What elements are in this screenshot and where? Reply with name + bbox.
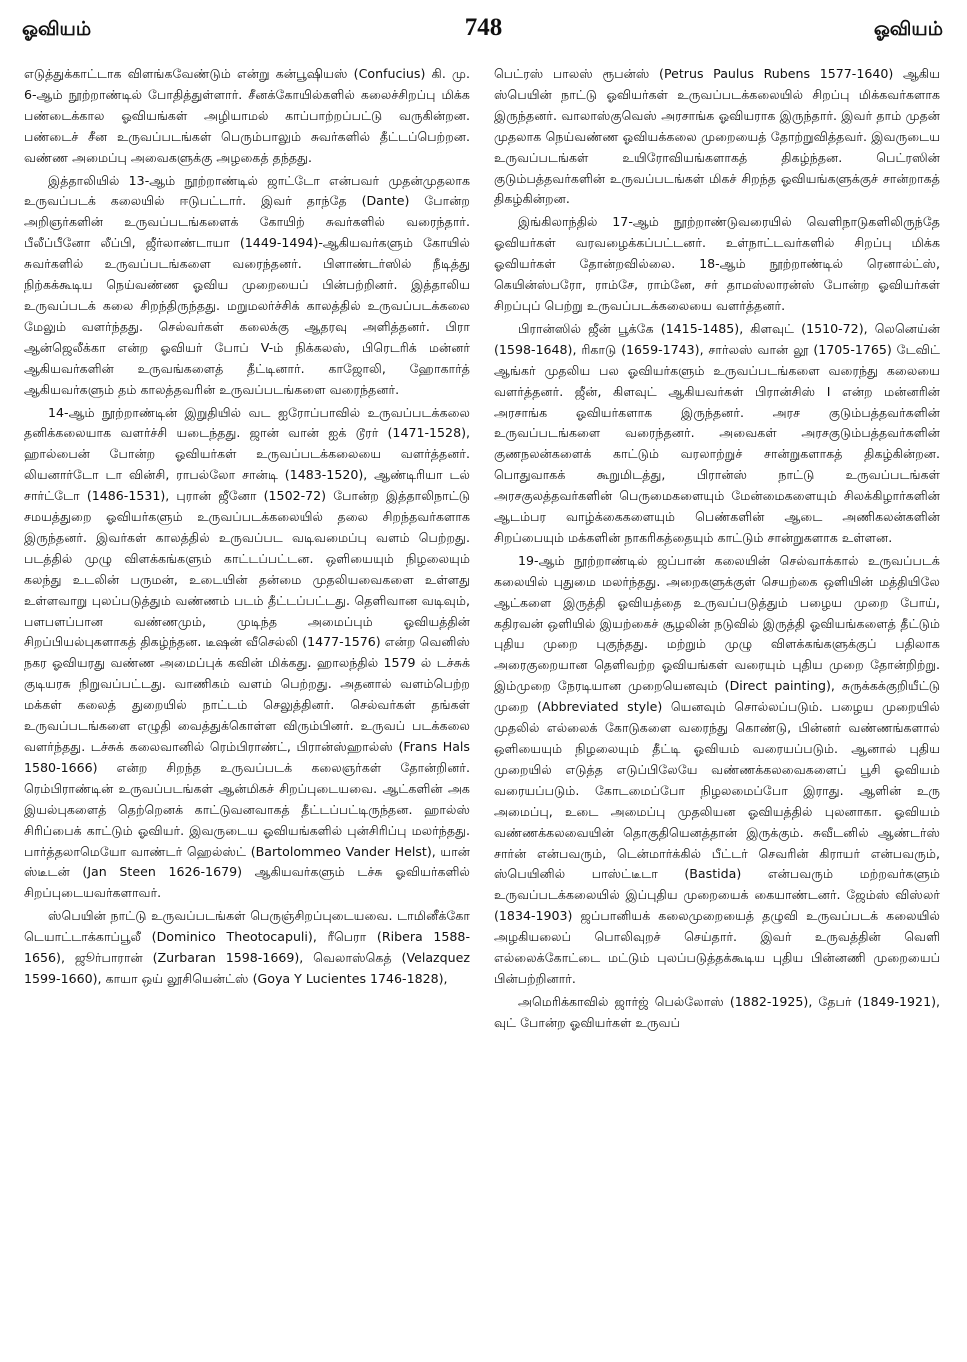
paragraph: 14-ஆம் நூற்றாண்டின் இறுதியில் வட ஐரோப்பாவில் உருவப்படக்கலை தனிக்கலையாக வளர்ச்சி யடைந்தது. ஜான் வான் ஐக் டூரர் (1471-1528), ஹால்பைன் போன்ற ஓவியர்கள் உருவப்படக்கலையை வளர்த்தனர். லியனார்டோ டா வின்சி, ராபல்லோ சான்டி (1483-1520), ஆண்டிரியா டல் சார்ட்டோ (1486-1531), புரான் ஜீனோ (1502-72) போன்ற இத்தாலிநாட்டு சமயத்துறை ஓவியர்களும் உருவப்படக்கலையில் தலை சிறந்தவர்களாக இருந்தனர். இவர்கள் காலத்தில் உருவப்பட வடிவமைப்பு வளம் பெற்றது. படத்தில் முழு விளக்கங்களும் காட்டப்பட்டன. ஒளியையும் நிழலையும் கலந்து உடலின் பருமன், உடையின் தன்மை முதலியவைகளை உள்ளது உள்ளவாறு புலப்படுத்தும் வண்ணம் படம் தீட்டப்பட்டது. தெளிவான வடிவும், பளபளப்பான வண்ணமும், முடிந்த அமைப்பும் ஓவியத்தின் சிறப்பியல்புகளாகத் திகழ்ந்தன. டீஷன் வீசெல்லி (1477-1576) என்ற வெனிஸ் நகர ஓவியரது வண்ண அமைப்புக் கவின் மிக்கது. ஹாலந்தில் 1579 ல் டச்சுக் குடியரசு நிறுவப்பட்டது. வாணிகம் வளம் பெற்றது. அதனால் வளம்பெற்ற மக்கள் கலைத் துறையில் நாட்டம் செலுத்தினர். செல்வர்கள் தங்கள் உருவப்படங்களை எழுதி வைத்துக்கொள்ள விரும்பினர். உருவப் படக்கலை வளர்ந்தது. டச்சுக் கலைவானில் ரெம்பிராண்ட், பிரான்ஸ்ஹால்ஸ் (Frans Hals 1580-1666) என்ற சிறந்த உருவப்படக் கலைஞர்கள் தோன்றினர். ரெம்பிராண்டின் உருவப்படங்கள் ஆன்மிகச் சிறப்புடையவை. ஆட்களின் அக இயல்புகளைத் தெற்றெனக் காட்டுவனவாகத் தீட்டப்பட்டிருந்தன. ஹால்ஸ் சிரிப்பைக் காட்டும் ஓவியர். இவருடைய ஓவியங்களில் புன்சிரிப்பு மலர்ந்தது. பார்த்தலாமெயோ வாண்டர் ஹெல்ஸ்ட் (Bartolommeo Vander Helst), யான் ஸ்டீடன் (Jan Steen 1626-1679) ஆகியவர்களும் டச்சு ஓவியர்களில் சிறப்புடையவர்களாவர். xyxy=(24,404,470,901)
paragraph: இத்தாலியில் 13-ஆம் நூற்றாண்டில் ஜாட்டோ என்பவர் முதன்முதலாக உருவப்படக் கலையில் ஈடுபட்டார். இவர் தாந்தே (Dante) போன்ற அறிஞர்களின் உருவப்படங்களைக் கோயிற் சுவர்களில் வரைந்தார். பீலீப்பீனோ லீப்பி, ஜீர்லாண்டாயா (1449-1494)-ஆகியவர்களும் கோயில் சுவர்களில் உருவப்படங்களை வரைந்தனர். பிளாண்டர்ஸில் நீடித்து நிற்கக்கூடிய நெய்வண்ண ஓவிய முறையைப் பின்பற்றினர். இத்தாலிய உருவப்படக் கலை சிறந்திருந்தது. மறுமலர்ச்சிக் காலத்தில் உருவப்படக்கலை மேலும் வளர்ந்தது. செல்வர்கள் கலைக்கு ஆதரவு அளித்தனர். பிரா ஆன்ஜெலீக்கா என்ற ஓவியர் போப் V-ம் நிக்கலஸ், பிரெடரிக் மன்னர் ஆகியவர்களின் உருவங்களைத் தீட்டினார். காஜோலி, ஹோகார்த் ஆகியவர்களும் தம் காலத்தவரின் உருவப்படங்களை வரைந்தனர். xyxy=(24,172,470,397)
page-number: 748 xyxy=(464,14,503,41)
paragraph: எடுத்துக்காட்டாக விளங்கவேண்டும் என்று கன்பூஷியஸ் (Confucius) கி. மு. 6-ஆம் நூற்றாண்டில் போதித்துள்ளார். சீனக்கோயில்களில் கலைச்சிறப்பு மிக்க பண்டைக்கால ஓவியங்கள் அழியாமல் காப்பாற்றப்பட்டு வருகின்றன. பண்டைச் சீன உருவப்படங்கள் பெரும்பாலும் சுவர்களில் தீட்டப்பெற்றன. வண்ண அமைப்பு அவைகளுக்கு அழகைத் தந்தது. xyxy=(24,66,470,165)
paragraph: 19-ஆம் நூற்றாண்டில் ஜப்பான் கலையின் செல்வாக்கால் உருவப்படக் கலையில் புதுமை மலர்ந்தது. அறைகளுக்குள் செயற்கை ஒளியின் மத்தியிலே ஆட்களை இருத்தி ஓவியத்தை உருவப்படுத்தும் பழைய முறை போய், கதிரவன் ஒளியில் இயற்கைச் சூழலின் நடுவில் இருத்தி ஓவியங்களைத் தீட்டும் புதிய முறை புகுந்தது. மற்றும் முழு விளக்கங்களுக்குப் பதிலாக அரைகுறையான தெளிவற்ற ஓவியங்கள் வரையும் புதிய முறை தோன்றிற்று. இம்முறை நேரடியான முறையெனவும் (Direct painting), சுருக்கக்குறியீட்டு முறை (Abbreviated style) யெனவும் சொல்லப்படும். பழைய முறையில் முதலில் எல்லைக் கோடுகளை வரைந்து கொண்டு, பின்னர் வண்ணங்களால் ஒளியையும் நிழலையும் தீட்டி ஓவியம் வரையப்படும். ஆனால் புதிய முறையில் எடுத்த எடுப்பிலேயே வண்ணக்கலவைகளைப் பூசி ஓவியம் வரையப்படும். கோடமைப்போ நிழலமைப்போ இராது. ஆளின் உரு அமைப்பு, உடை அமைப்பு முதலியன ஓவியத்தில் புலனாகா. ஓவியம் வண்ணக்கலவையின் தொகுதியெனத்தான் இருக்கும். சுவீடனில் ஆண்டர்ஸ் சார்ன் என்பவரும், டென்மார்க்கில் பீட்டர் செவரின் கிராயர் என்பவரும், ஸ்பெயினில் பாஸ்ட்டீடா (Bastida) என்பவரும் மற்றவர்களும் உருவப்படக்கலையில் இப்புதிய முறையைக் கையாண்டனர். ஜேம்ஸ் விஸ்லர் (1834-1903) ஜப்பானியக் கலைமுறையைத் தழுவி உருவப்படக் கலையில் அழகியலைப் பொலிவுறச் செய்தார். இவர் உருவத்தின் வெளி எல்லைக்கோட்டை மட்டும் புலப்படுத்தக்கூடிய புதிய பின்னணி முறையைப் பின்பற்றினார். xyxy=(494,552,940,986)
paragraph: பிரான்ஸில் ஜீன் பூக்கே (1415-1485), கிளவுட் (1510-72), லெனெய்ன் (1598-1648), ரிகாடு (1659-1743), சார்லஸ் வான் லூ (1705-1765) டேவிட் ஆங்கர் முதலிய பல ஓவியர்களும் உருவப்படங்களை வரைந்து கலையை வளர்த்தனர். ஜீன், கிளவுட் ஆகியவர்கள் பிரான்சிஸ் I என்ற மன்னரின் அரசாங்க ஓவியர்களாக இருந்தனர். அரச குடும்பத்தவர்களின் உருவப்படங்களை வரைந்தனர். அவைகள் அரசகுடும்பத்தவர்களின் குணநலன்களைக் காட்டும் வரலாற்றுச் சான்றுகளாகத் திகழ்கின்றன. பொதுவாகக் கூறுமிடத்து, பிரான்ஸ் நாட்டு உருவப்படங்கள் அரசகுலத்தவர்களின் பெருமைகளையும் மேன்மைகளையும் சிலக்கிழார்களின் ஆடம்பர வாழ்க்கைகளையும் பெண்களின் ஆடை அணிகலன்களின் சிறப்பையும் மக்களின் நாகரிகத்தையும் காட்டும் சான்றுகளாக உள்ளன. xyxy=(494,320,940,545)
running-header-left: ஓவியம் xyxy=(22,18,92,40)
running-header-right: ஓவியம் xyxy=(873,18,943,40)
paragraph: இங்கிலாந்தில் 17-ஆம் நூற்றாண்டுவரையில் வெளிநாடுகளிலிருந்தே ஓவியர்கள் வரவழைக்கப்பட்டனர். உள்நாட்டவர்களில் சிறப்பு மிக்க ஓவியர்கள் தோன்றவில்லை. 18-ஆம் நூற்றாண்டில் ரெனால்ட்ஸ், கெயின்ஸ்பரோ, ராம்சே, ராம்னே, சர் தாமஸ்லாரன்ஸ் போன்ற ஓவியர்கள் சிறப்புப் பெற்று உருவப்படக்கலையை வளர்த்தனர். xyxy=(494,214,940,313)
left-column xyxy=(24,64,470,1354)
right-column xyxy=(494,64,940,1354)
paragraph: அமெரிக்காவில் ஜார்ஜ் பெல்லோஸ் (1882-1925), தேபர் (1849-1921), வுட் போன்ற ஓவியர்கள் உருவப் xyxy=(494,993,940,1030)
paragraph: பெட்ரஸ் பாலஸ் ரூபன்ஸ் (Petrus Paulus Rubens 1577-1640) ஆகிய ஸ்பெயின் நாட்டு ஓவியர்கள் உருவப்படக்கலையில் சிறப்பு மிக்கவர்களாக இருந்தனர். வாலாஸ்குவெஸ் அரசாங்க ஓவியராக இருந்தார். இவர் தாம் முதன் முதலாக நெய்வண்ண ஓவியக்கலை முறையைத் தோற்றுவித்தவர். இவருடைய உருவப்படங்கள் உயிரோவியங்களாகத் திகழ்ந்தன. பெட்ரஸின் குடும்பத்தவர்களின் உருவப்படங்கள் மிகச் சிறந்த ஓவியங்களுக்குச் சான்றாகத் திகழ்கின்றன. xyxy=(494,66,940,207)
paragraph: ஸ்பெயின் நாட்டு உருவப்படங்கள் பெருஞ்சிறப்புடையவை. டாமினீக்கோ டெயாட்டாக்காப்பூலீ (Dominico Theotocapuli), ரீபெரா (Ribera 1588-1656), ஜூர்பாரான் (Zurbaran 1598-1669), வெலாஸ்கெத் (Velazquez 1599-1660), காயா ஒய் லூசியென்ட்ஸ் (Goya Y Lucientes 1746-1828), xyxy=(24,908,470,986)
